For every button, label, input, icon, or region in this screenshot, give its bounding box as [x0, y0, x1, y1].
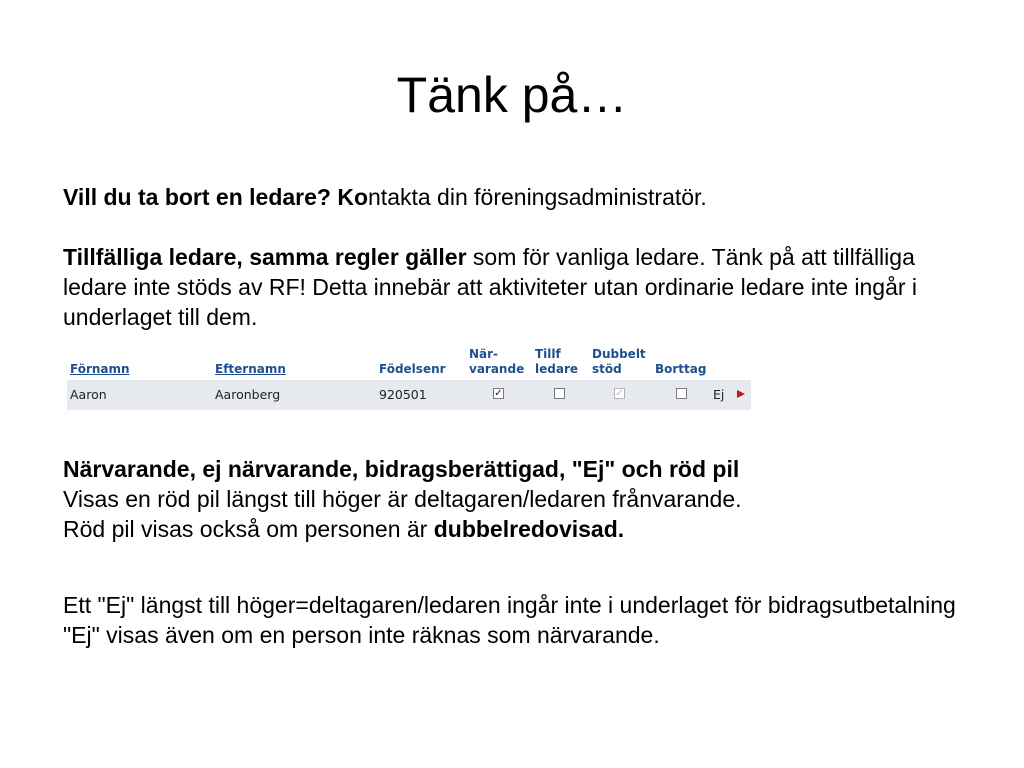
checkbox-borttag[interactable]: [676, 388, 687, 399]
slide-title: Tänk på…: [396, 67, 628, 123]
paragraph-ej-line2: "Ej" visas även om en person inte räknas som närvarande.: [63, 622, 660, 648]
cell-fodelsenr: 920501: [379, 387, 427, 402]
cell-fornamn: Aaron: [70, 387, 107, 402]
column-header-narvarande-line2: varande: [469, 362, 525, 376]
paragraph-temporary-leaders-text: som för vanliga ledare. Tänk på att tillfälliga ledare inte stöds av RF! Detta innebär att aktiviteter utan ordinarie ledare inte ingår i underlaget till dem.: [63, 244, 918, 330]
participant-table-screenshot: [67, 344, 751, 410]
paragraph-remove-leader: [63, 182, 963, 212]
paragraph-attendance-line2-bold: dubbelredovisad.: [433, 516, 625, 542]
paragraph-ej-line1: Ett "Ej" längst till höger=deltagaren/ledaren ingår inte i underlaget för bidragsutbetalning: [63, 592, 956, 618]
paragraph-remove-leader-bold: Vill du ta bort en ledare? Ko: [63, 184, 369, 210]
paragraph-attendance-line2: Röd pil visas också om personen är: [63, 516, 434, 542]
column-header-borttag: Borttag: [655, 362, 707, 376]
column-header-dubbelt-line2: stöd: [592, 362, 622, 376]
checkbox-tillf-ledare[interactable]: [554, 388, 565, 399]
column-header-fornamn[interactable]: Förnamn: [70, 362, 130, 376]
column-header-fodelsenr: Födelsenr: [379, 362, 446, 376]
cell-efternamn: Aaronberg: [215, 387, 281, 402]
paragraph-remove-leader-text: ntakta din föreningsadministratör.: [368, 184, 707, 210]
checkbox-narvarande[interactable]: ✓: [494, 388, 503, 399]
column-header-efternamn[interactable]: Efternamn: [215, 362, 286, 376]
checkbox-dubbelt-stod: ✓: [615, 388, 624, 399]
column-header-dubbelt-line1: Dubbelt: [592, 347, 646, 361]
column-header-tillf-line1: Tillf: [535, 347, 561, 361]
cell-ej: Ej: [713, 387, 725, 402]
red-arrow-icon[interactable]: [737, 390, 745, 398]
paragraph-attendance-line1: Visas en röd pil längst till höger är deltagaren/ledaren frånvarande.: [63, 486, 742, 512]
paragraph-attendance: [63, 454, 963, 544]
paragraph-attendance-heading: Närvarande, ej närvarande, bidragsberättigad, "Ej" och röd pil: [63, 456, 740, 482]
paragraph-temporary-leaders: [63, 242, 963, 332]
column-header-narvarande-line1: När-: [469, 347, 499, 361]
paragraph-temporary-leaders-bold: Tillfälliga ledare, samma regler gäller: [63, 244, 467, 270]
paragraph-ej: [63, 590, 963, 650]
column-header-tillf-line2: ledare: [535, 362, 578, 376]
